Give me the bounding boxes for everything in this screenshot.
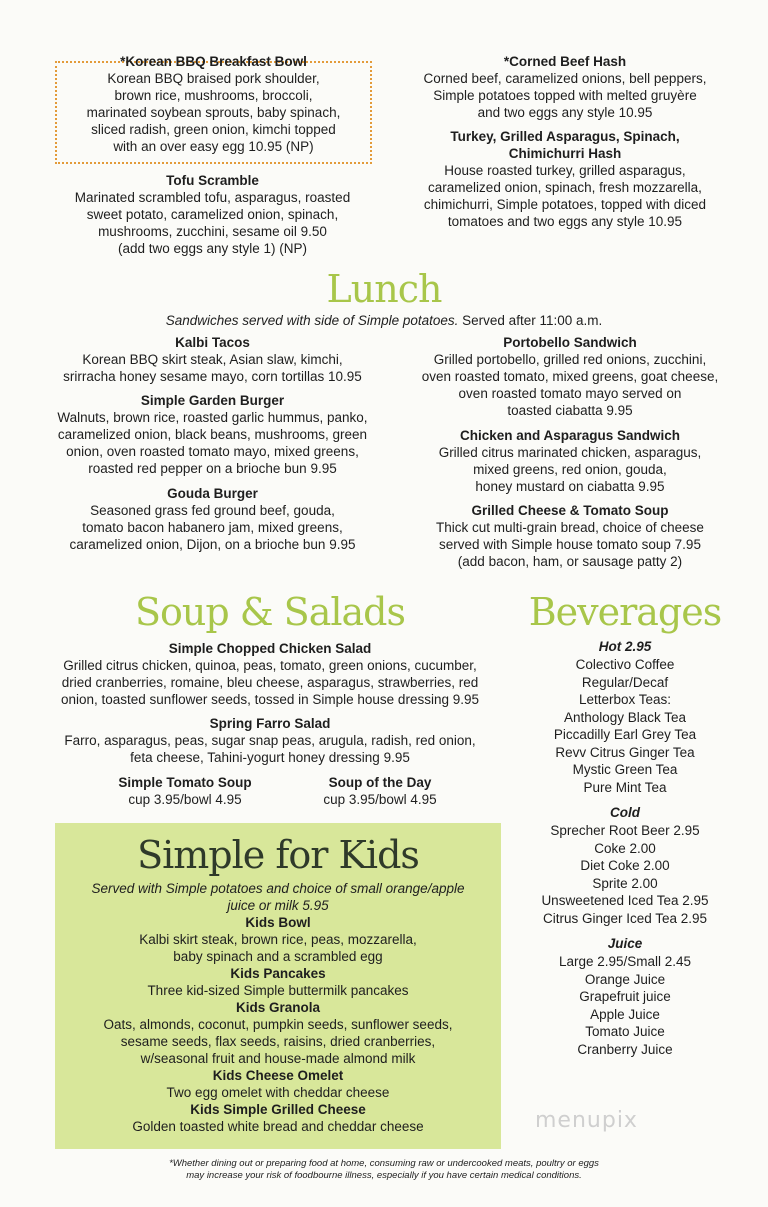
gouda-burger — [40, 485, 385, 553]
item-desc-line: Oats, almonds, coconut, pumpkin seeds, sunflower seeds, — [103, 1017, 453, 1032]
turkey-hash — [395, 128, 735, 230]
simple-garden-burger — [40, 392, 385, 477]
item-desc-line: mixed greens, red onion, gouda, — [473, 462, 667, 477]
lunch-heading: Lunch — [326, 267, 442, 311]
item-desc-line: caramelized onion, spinach, fresh mozzarella, — [428, 180, 702, 195]
item-title: Turkey, Grilled Asparagus, Spinach, — [450, 129, 680, 144]
bev-item: Sprite 2.00 — [592, 875, 658, 891]
item-title: Grilled Cheese & Tomato Soup — [471, 503, 669, 518]
bev-hot-head: Hot 2.95 — [598, 639, 652, 654]
corned-beef-hash — [395, 53, 735, 121]
item-desc-line: onion, oven roasted tomato mayo, mixed greens, — [66, 444, 359, 459]
item-desc-line: Marinated scrambled tofu, asparagus, roasted — [74, 190, 351, 205]
bev-item: Anthology Black Tea — [563, 709, 687, 725]
item-title: Simple Tomato Soup — [118, 775, 252, 790]
item-desc-line: w/seasonal fruit and house-made almond milk — [140, 1051, 416, 1066]
item-desc-line: Korean BBQ braised pork shoulder, — [107, 71, 320, 86]
item-title: Soup of the Day — [328, 775, 432, 790]
lunch-subtitle-italic: Sandwiches served with side of Simple potatoes. — [165, 313, 459, 328]
item-desc-line: tomato bacon habanero jam, mixed greens, — [82, 520, 343, 535]
item-desc-line: Two egg omelet with cheddar cheese — [166, 1085, 390, 1100]
bev-item: Coke 2.00 — [594, 840, 656, 856]
item-desc-line: Corned beef, caramelized onions, bell peppers, — [423, 71, 707, 86]
portobello-sandwich — [395, 334, 745, 419]
kalbi-tacos — [40, 334, 385, 385]
item-title: *Corned Beef Hash — [503, 54, 627, 69]
bev-item: Sprecher Root Beer 2.95 — [550, 823, 700, 838]
item-title: *Korean BBQ Breakfast Bowl — [120, 54, 307, 69]
item-desc-line: Walnuts, brown rice, roasted garlic hummus, panko, — [57, 410, 368, 425]
item-desc-line: Grilled citrus chicken, quinoa, peas, tomato, green onions, cucumber, — [63, 658, 477, 673]
item-desc-line: chimichurri, Simple potatoes, topped with diced — [423, 197, 707, 212]
bev-item: Mystic Green Tea — [572, 762, 678, 777]
item-desc-line: oven roasted tomato, mixed greens, goat cheese, — [421, 369, 719, 384]
korean-bbq-bowl — [55, 53, 372, 155]
item-title: Kids Simple Grilled Cheese — [190, 1102, 366, 1117]
item-desc-line: Kalbi skirt steak, brown rice, peas, mozzarella, — [139, 932, 417, 947]
item-price: cup 3.95/bowl 4.95 — [323, 792, 437, 807]
item-title: Kids Cheese Omelet — [212, 1068, 344, 1083]
item-desc-line: sesame seeds, flax seeds, raisins, dried cranberries, — [120, 1034, 436, 1049]
item-desc-line: Golden toasted white bread and cheddar cheese — [132, 1119, 424, 1134]
bev-item: Regular/Decaf — [581, 674, 669, 690]
bev-cold-head: Cold — [610, 805, 640, 820]
kids-heading: Simple for Kids — [137, 833, 419, 877]
bev-item: Piccadilly Earl Grey Tea — [553, 727, 697, 742]
soup-of-the-day — [290, 774, 470, 808]
item-desc-line: feta cheese, Tahini-yogurt honey dressing 9.95 — [130, 750, 410, 765]
item-title: Simple Chopped Chicken Salad — [168, 641, 372, 656]
kids-section — [55, 880, 501, 1135]
bev-item: Orange Juice — [584, 971, 666, 987]
item-desc-line: (add two eggs any style 1) (NP) — [117, 241, 308, 256]
bev-item: Diet Coke 2.00 — [580, 858, 670, 873]
item-price: cup 3.95/bowl 4.95 — [128, 792, 242, 807]
item-desc-line: onion, toasted sunflower seeds, tossed in Simple house dressing 9.95 — [60, 692, 479, 707]
lunch-subtitle — [0, 312, 768, 329]
item-title: Gouda Burger — [167, 486, 258, 501]
item-desc-line: brown rice, mushrooms, broccoli, — [114, 88, 313, 103]
item-desc-line: oven roasted tomato mayo served on — [458, 386, 682, 401]
bev-item: Revv Citrus Ginger Tea — [555, 744, 695, 760]
soup-salads-heading: Soup & Salads — [134, 590, 405, 634]
kids-intro-line: juice or milk 5.95 — [227, 898, 329, 913]
bev-item: Grapefruit juice — [579, 989, 671, 1004]
bev-item: Pure Mint Tea — [583, 779, 667, 795]
item-title: Chicken and Asparagus Sandwich — [459, 428, 681, 443]
item-desc-line: sliced radish, green onion, kimchi topped — [91, 122, 336, 137]
item-desc-line: served with Simple house tomato soup 7.95 — [439, 537, 701, 552]
item-desc-line: srirracha honey sesame mayo, corn tortillas 10.95 — [63, 369, 362, 384]
item-desc-line: tomatoes and two eggs any style 10.95 — [447, 214, 683, 229]
beverages-heading: Beverages — [528, 590, 722, 634]
bev-item: Apple Juice — [590, 1006, 660, 1022]
beverages-list — [505, 638, 745, 1058]
chopped-chicken-salad — [30, 640, 510, 708]
item-desc-line: caramelized onion, black beans, mushrooms, green — [57, 427, 368, 442]
footer-line: *Whether dining out or preparing food at home, consuming raw or undercooked meats, poultry or eggs — [169, 1158, 599, 1169]
item-desc-line: Grilled citrus marinated chicken, asparagus, — [438, 445, 702, 460]
item-desc-line: dried cranberries, romaine, bleu cheese, asparagus, strawberries, red — [61, 675, 479, 690]
item-title: Kids Granola — [235, 1000, 321, 1015]
item-desc-line: Three kid-sized Simple buttermilk pancakes — [147, 983, 409, 998]
item-desc-line: Thick cut multi-grain bread, choice of cheese — [436, 520, 704, 535]
bev-item: Citrus Ginger Iced Tea 2.95 — [542, 910, 708, 926]
item-desc-line: marinated soybean sprouts, baby spinach, — [86, 105, 341, 120]
bev-item: Tomato Juice — [585, 1024, 665, 1039]
bev-item: Letterbox Teas: — [578, 692, 672, 707]
spring-farro-salad — [30, 715, 510, 766]
item-desc-line: Grilled portobello, grilled red onions, zucchini, — [433, 352, 707, 367]
item-desc-line: toasted ciabatta 9.95 — [507, 403, 633, 418]
chicken-asparagus-sandwich — [395, 427, 745, 495]
item-desc-line: with an over easy egg 10.95 (NP) — [113, 139, 314, 154]
item-desc-line: roasted red pepper on a brioche bun 9.95 — [88, 461, 337, 476]
kids-intro-line: Served with Simple potatoes and choice of small orange/apple — [91, 881, 465, 896]
footer-line: may increase your risk of foodbourne illness, especially if you have certain medical conditions. — [186, 1170, 582, 1181]
item-title: Kalbi Tacos — [175, 335, 250, 350]
item-title: Kids Bowl — [245, 915, 311, 930]
item-desc-line: and two eggs any style 10.95 — [477, 105, 653, 120]
item-title: Tofu Scramble — [166, 173, 259, 188]
item-title: Kids Pancakes — [230, 966, 326, 981]
item-title: Simple Garden Burger — [140, 393, 285, 408]
item-desc-line: House roasted turkey, grilled asparagus, — [444, 163, 686, 178]
item-desc-line: Seasoned grass fed ground beef, gouda, — [90, 503, 335, 518]
item-desc-line: Korean BBQ skirt steak, Asian slaw, kimchi, — [82, 352, 343, 367]
item-title: Chimichurri Hash — [508, 146, 622, 161]
item-desc-line: (add bacon, ham, or sausage patty 2) — [457, 554, 683, 569]
item-desc-line: Simple potatoes topped with melted gruyère — [433, 88, 697, 103]
menupix-watermark: menupix — [535, 1108, 638, 1133]
bev-item: Cranberry Juice — [577, 1041, 673, 1057]
item-desc-line: sweet potato, caramelized onion, spinach, — [86, 207, 339, 222]
item-desc-line: Farro, asparagus, peas, sugar snap peas, arugula, radish, red onion, — [64, 733, 476, 748]
item-desc-line: mushrooms, zucchini, sesame oil 9.50 — [98, 224, 327, 239]
item-desc-line: honey mustard on ciabatta 9.95 — [475, 479, 665, 494]
bev-item: Colectivo Coffee — [575, 657, 675, 672]
bev-item: Unsweetened Iced Tea 2.95 — [541, 893, 709, 908]
bev-juice-head: Juice — [607, 936, 643, 951]
grilled-cheese-tomato-soup — [395, 502, 745, 570]
item-desc-line: caramelized onion, Dijon, on a brioche bun 9.95 — [69, 537, 356, 552]
item-title: Portobello Sandwich — [503, 335, 637, 350]
bev-item: Large 2.95/Small 2.45 — [558, 954, 692, 969]
item-desc-line: baby spinach and a scrambled egg — [173, 949, 383, 964]
lunch-subtitle-rest: Served after 11:00 a.m. — [458, 313, 603, 328]
footer-disclaimer — [0, 1158, 768, 1182]
item-title: Spring Farro Salad — [209, 716, 331, 731]
simple-tomato-soup — [95, 774, 275, 808]
tofu-scramble — [40, 172, 385, 257]
